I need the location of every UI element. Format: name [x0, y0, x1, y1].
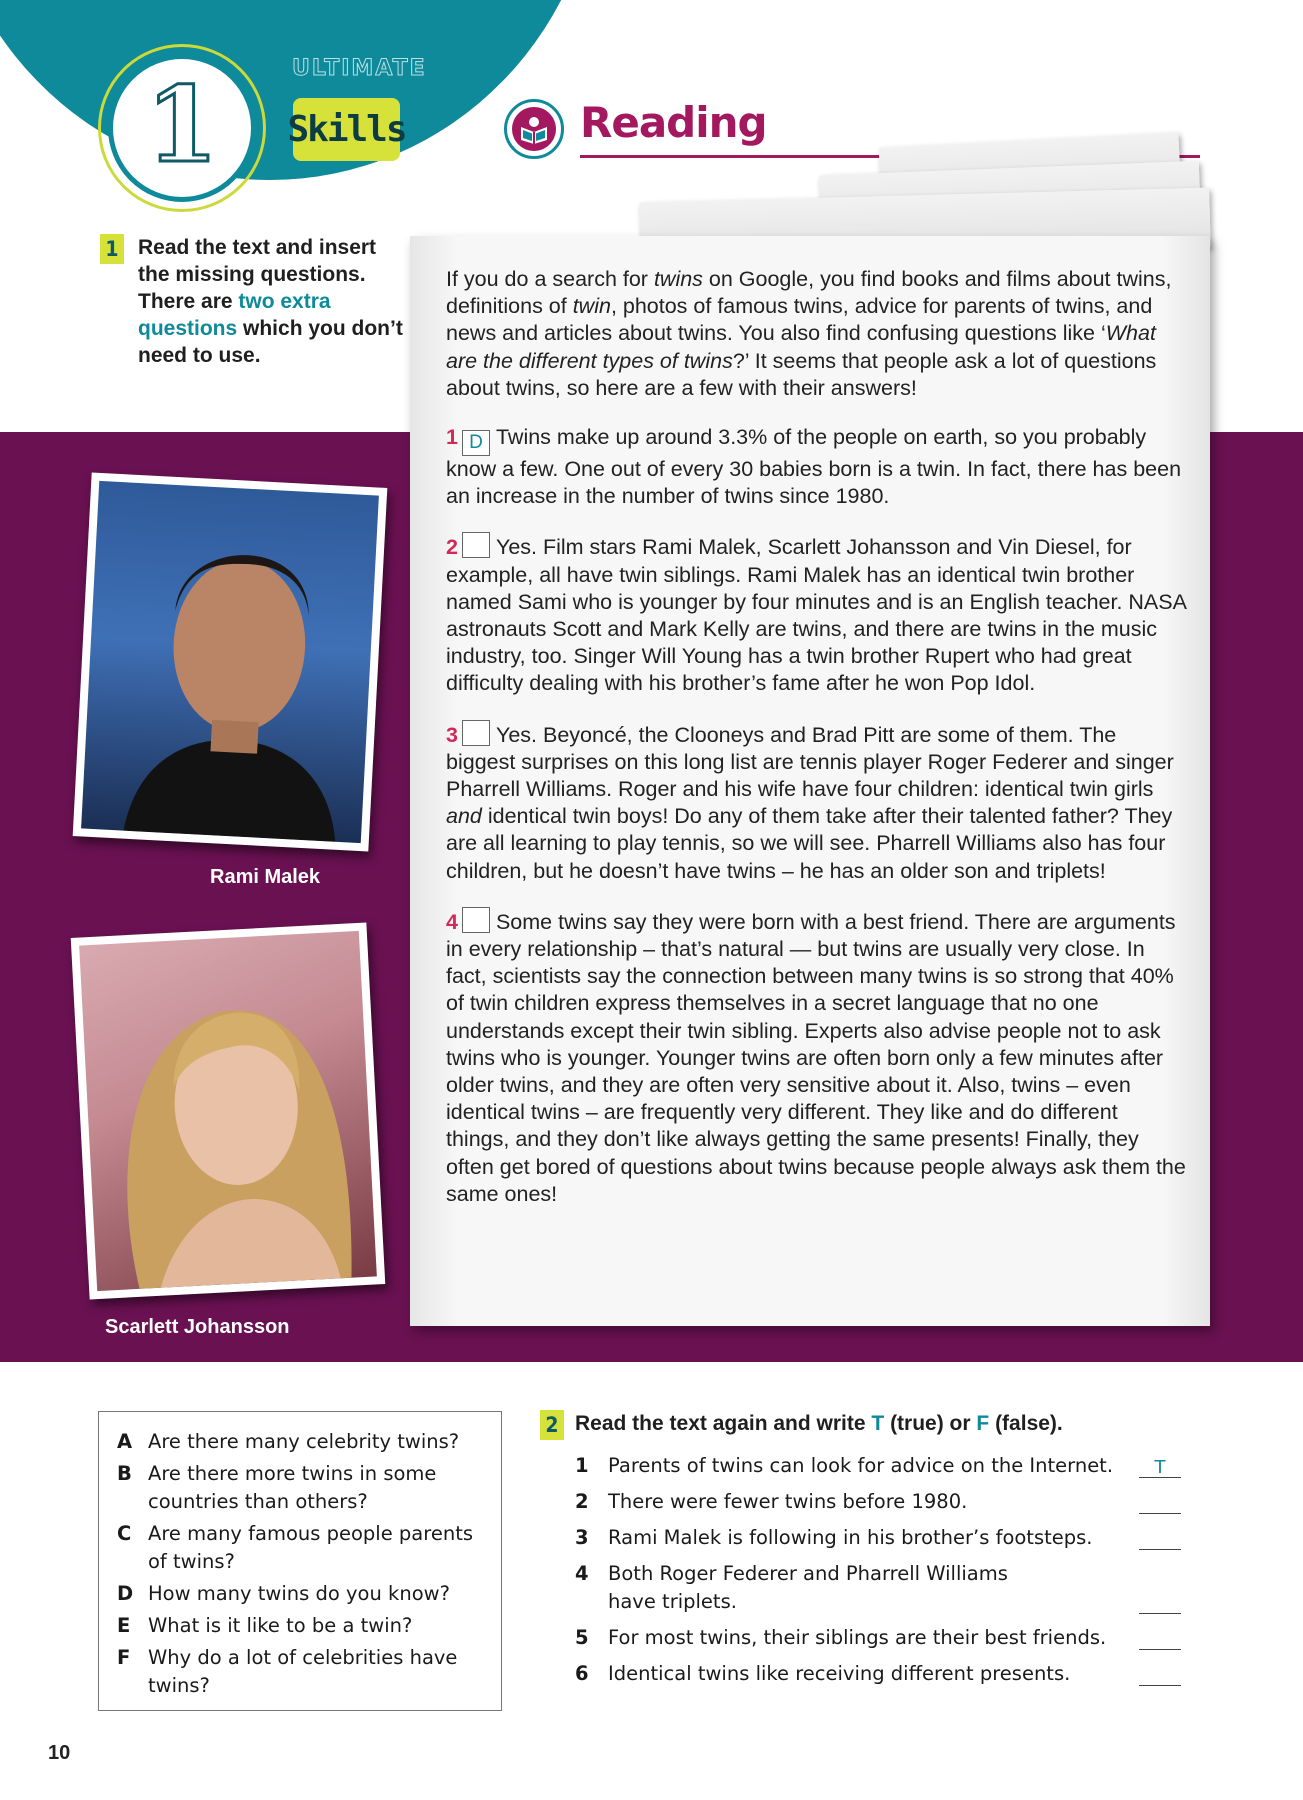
tf-answer-blank[interactable] — [1139, 1685, 1181, 1686]
article-paragraph-2: 2 Yes. Film stars Rami Malek, Scarlett Johansson and Vin Diesel, for example, all have twin siblings. Rami Malek has an identical twin brother named Sami who is younger by four minutes and is an English teacher. NASA astronauts Scott and Mark Kelly are twins, and there are twins in the music industry, too. Singer Will Young has a twin brother Rupert who had great difficulty dealing with his brother’s fame after he won Pop Idol. — [446, 532, 1186, 697]
tf-item: 4 Both Roger Federer and Pharrell Williams have triplets. — [575, 1560, 1185, 1616]
option-item: D How many twins do you know? — [117, 1582, 450, 1605]
answer-box-3[interactable] — [462, 720, 490, 746]
tf-answer-blank[interactable] — [1139, 1549, 1181, 1550]
tf-item: 5 For most twins, their siblings are their best friends. — [575, 1624, 1185, 1652]
photo-scarlett-johansson — [71, 923, 386, 1300]
option-item: B Are there more twins in some countries than others? — [117, 1462, 437, 1513]
exercise-2-number: 2 — [540, 1410, 564, 1440]
tf-item: 6 Identical twins like receiving different presents. — [575, 1660, 1185, 1688]
answer-box-1[interactable]: D — [462, 430, 490, 456]
paragraph-number: 2 — [446, 535, 458, 560]
tf-item: 2 There were fewer twins before 1980. — [575, 1488, 1185, 1516]
true-false-list — [575, 1452, 1185, 1696]
page-number: 10 — [48, 1742, 71, 1764]
article-intro: If you do a search for twins on Google, you find books and films about twins, definitions of twin, photos of famous twins, advice for parents of twins, and news and articles about twins. You also find confusing questions like ‘What are the different types of twins?’ It seems that people ask a lot of questions about twins, so here are a few with their answers! — [446, 267, 1172, 400]
book-reader-icon — [504, 99, 564, 159]
instruction-highlight: two extra questions — [138, 290, 331, 340]
tf-item: 3 Rami Malek is following in his brother’s footsteps. — [575, 1524, 1185, 1552]
answer-box-4[interactable] — [462, 907, 490, 933]
reading-article — [446, 266, 1186, 1230]
skills-label: Skills — [287, 109, 406, 150]
article-paragraph-3: 3 Yes. Beyoncé, the Clooneys and Brad Pitt are some of them. The biggest surprises on this long list are tennis player Roger Federer and singer Pharrell Williams. Roger and his wife have four children: identical twin girls and identical twin boys! Do any of them take after their talented father? They are all learning to play tennis, so we will see. Pharrell Williams also has four children, but he doesn’t have twins – he has an older son and triplets! — [446, 720, 1186, 885]
brand-label: ULTIMATE — [292, 56, 427, 81]
section-title: Reading — [580, 98, 767, 147]
unit-number: 1 — [145, 63, 219, 186]
caption-rami-malek: Rami Malek — [210, 866, 321, 888]
tf-item: 1 Parents of twins can look for advice on the Internet. T — [575, 1452, 1185, 1480]
paragraph-number: 1 — [446, 425, 458, 450]
option-item: E What is it like to be a twin? — [117, 1614, 413, 1637]
answer-box-2[interactable] — [462, 532, 490, 558]
article-paragraph-1: 1 D Twins make up around 3.3% of the people on earth, so you probably know a few. One out of every 30 babies born is a twin. In fact, there has been an increase in the number of twins since 1980. — [446, 425, 1182, 509]
photo-rami-malek — [73, 473, 388, 852]
option-item: F Why do a lot of celebrities have twins? — [117, 1646, 458, 1697]
tf-answer-blank[interactable]: T — [1139, 1459, 1181, 1478]
exercise-1-instruction: Read the text and insert the missing questions. There are two extra questions which you don’t need to use. — [138, 236, 403, 367]
tf-answer-blank[interactable] — [1139, 1613, 1181, 1614]
paragraph-number: 4 — [446, 909, 458, 934]
option-item: A Are there many celebrity twins? — [117, 1430, 460, 1453]
article-paragraph-4: 4 Some twins say they were born with a best friend. There are arguments in every relationship – that’s natural — but twins are usually very close. In fact, scientists say the connection between many twins is so strong that 40% of twin children express themselves in a secret language that no one understands except their twin sibling. Experts also advise people not to ask twins who is younger. Younger twins are often born only a few minutes after older twins, and they are often very sensitive about it. Also, twins – even identical twins – are frequently very different. They like and do different things, and they don’t like always getting the same presents! Finally, they often get bored of questions about twins because people always ask them the same ones! — [446, 907, 1186, 1208]
paragraph-number: 3 — [446, 722, 458, 747]
caption-scarlett-johansson: Scarlett Johansson — [105, 1316, 290, 1338]
tf-answer-blank[interactable] — [1139, 1649, 1181, 1650]
unit-badge — [108, 54, 256, 202]
question-options-box — [98, 1411, 502, 1711]
option-item: C Are many famous people parents of twins? — [117, 1522, 473, 1573]
exercise-2-instruction: Read the text again and write T (true) or F (false). — [575, 1412, 1063, 1435]
tf-answer-blank[interactable] — [1139, 1513, 1181, 1514]
skills-badge — [287, 98, 406, 161]
exercise-1-number: 1 — [100, 234, 124, 264]
